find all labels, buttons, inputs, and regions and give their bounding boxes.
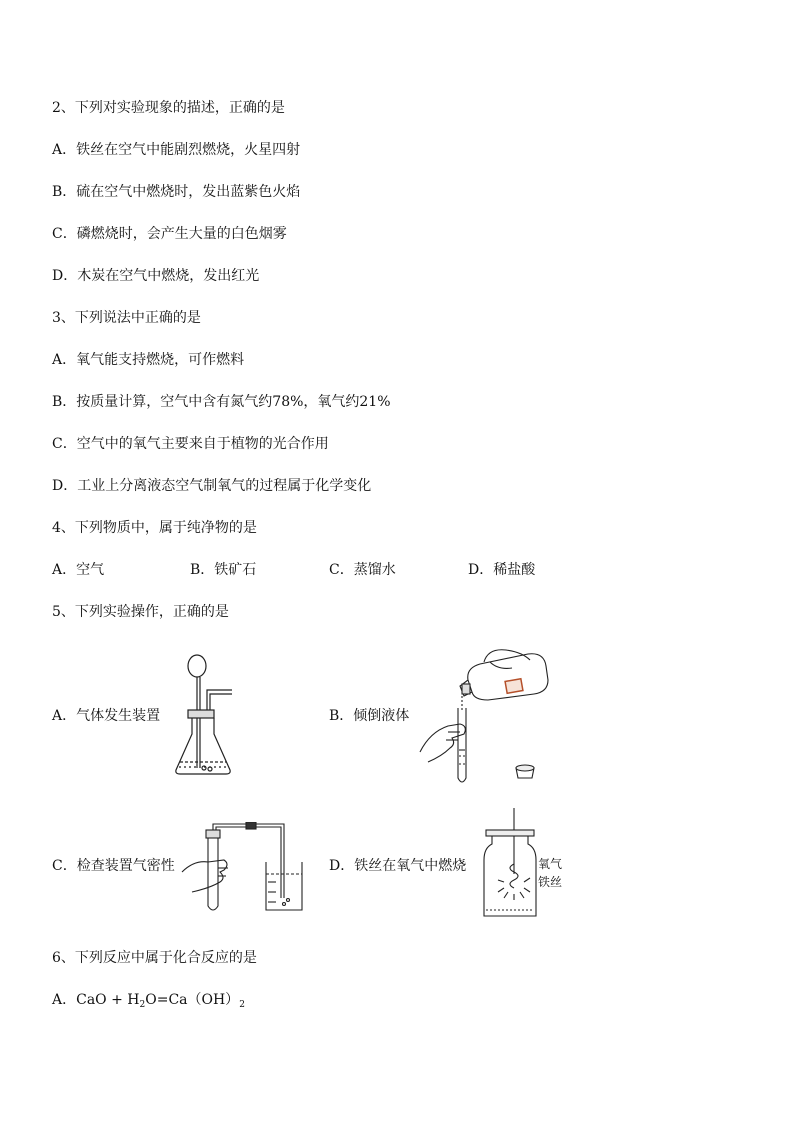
q2-option-d: D．木炭在空气中燃烧，发出红光 (52, 268, 260, 284)
q6-option-a-sub1: 2 (139, 1000, 146, 1010)
q4-option-a: A．空气 (52, 562, 105, 578)
q5-option-b: B．倾倒液体 (329, 708, 410, 724)
label-iron-wire: 铁丝 (538, 875, 563, 889)
q6-option-a (52, 990, 245, 1015)
figure-airtightness-check (180, 822, 310, 914)
q2-stem: 2、下列对实验现象的描述，正确的是 (52, 100, 285, 116)
q6-option-a-part1: A．CaO + H (52, 992, 140, 1008)
q6-option-a-sub2: 2 (239, 1000, 245, 1010)
q5-option-c: C．检查装置气密性 (52, 858, 175, 874)
q2-option-a: A．铁丝在空气中能剧烈燃烧，火星四射 (52, 142, 301, 158)
q4-option-c: C．蒸馏水 (329, 562, 396, 578)
figure-pouring-liquid (418, 640, 553, 788)
q3-option-a: A．氧气能支持燃烧，可作燃料 (52, 352, 245, 368)
figure-gas-generator (170, 650, 240, 778)
q5-option-d: D．铁丝在氧气中燃烧 (329, 858, 467, 874)
q3-stem: 3、下列说法中正确的是 (52, 310, 201, 326)
q4-stem: 4、下列物质中，属于纯净物的是 (52, 520, 257, 536)
q2-option-b: B．硫在空气中燃烧时，发出蓝紫色火焰 (52, 184, 301, 200)
q3-option-d: D．工业上分离液态空气制氧气的过程属于化学变化 (52, 478, 372, 494)
q3-option-c: C．空气中的氧气主要来自于植物的光合作用 (52, 436, 329, 452)
q4-option-b: B．铁矿石 (190, 562, 257, 578)
q6-option-a-part2: O=Ca（OH） (145, 992, 240, 1008)
figure-iron-wire-burning (480, 808, 540, 920)
q5-option-a: A．气体发生装置 (52, 708, 161, 724)
q4-option-d: D．稀盐酸 (468, 562, 536, 578)
q2-option-c: C．磷燃烧时，会产生大量的白色烟雾 (52, 226, 287, 242)
q5-stem: 5、下列实验操作，正确的是 (52, 604, 229, 620)
q6-stem: 6、下列反应中属于化合反应的是 (52, 950, 257, 966)
label-oxygen: 氧气 (538, 857, 563, 871)
q3-option-b: B．按质量计算，空气中含有氮气约78%，氧气约21% (52, 394, 391, 410)
